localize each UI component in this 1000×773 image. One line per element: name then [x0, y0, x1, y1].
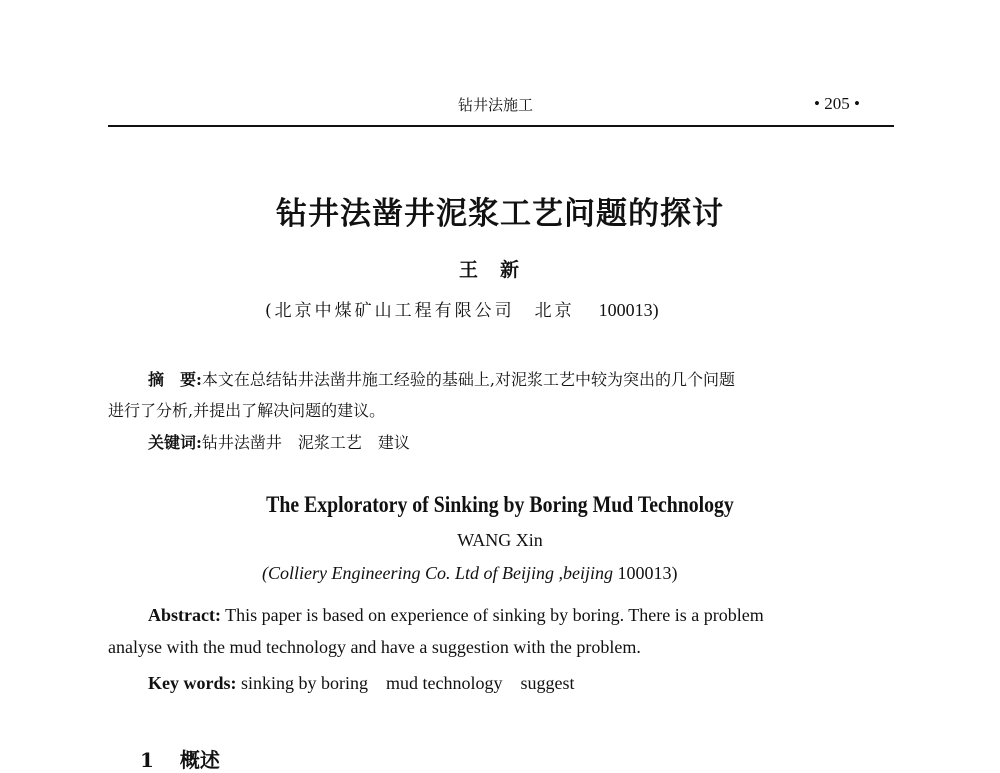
english-author: WANG Xin [457, 530, 543, 550]
abstract-cn-line2: 进行了分析,并提出了解决问题的建议。 [108, 401, 386, 420]
header-rule [108, 125, 894, 127]
page-number: • 205 • [814, 94, 860, 113]
paper-title: 钻井法凿井泥浆工艺问题的探讨 [276, 196, 724, 232]
abstract-cn-text: 本文在总结钻井法凿井施工经验的基础上,对泥浆工艺中较为突出的几个问题 [201, 370, 736, 389]
english-affiliation [262, 563, 677, 584]
english-abstract-text: This paper is based on experience of sinking by boring. There is a problem [225, 605, 764, 625]
english-abstract-line1 [148, 605, 893, 626]
english-title: The Exploratory of Sinking by Boring Mud Technology [266, 492, 734, 517]
english-affiliation-text: (Colliery Engineering Co. Ltd of Beijing ,beijing [262, 563, 613, 583]
keywords-cn [148, 430, 410, 453]
english-affiliation-postcode: 100013) [617, 563, 678, 583]
section-number: 1 [140, 748, 154, 772]
english-abstract-label: Abstract: [148, 605, 221, 625]
english-keywords-label: Key words: [148, 673, 237, 693]
keywords-cn-text: 钻井法凿井 泥浆工艺 建议 [201, 433, 410, 452]
abstract-cn-label: 摘 要: [148, 370, 202, 389]
section-heading [140, 744, 220, 773]
affiliation-text: (北京中煤矿山工程有限公司 北京 [265, 301, 575, 321]
english-abstract-line2: analyse with the mud technology and have a suggestion with the problem. [108, 637, 641, 657]
english-keywords [148, 669, 574, 695]
affiliation [265, 296, 659, 321]
abstract-cn-line1 [148, 367, 735, 390]
keywords-cn-label: 关键词: [148, 433, 202, 452]
running-title: 钻井法施工 [458, 96, 534, 114]
section-title: 概述 [179, 748, 220, 772]
english-keywords-text: sinking by boring mud technology suggest [241, 673, 575, 693]
author: 王新 [458, 259, 541, 281]
affiliation-postcode: 100013) [598, 300, 659, 320]
